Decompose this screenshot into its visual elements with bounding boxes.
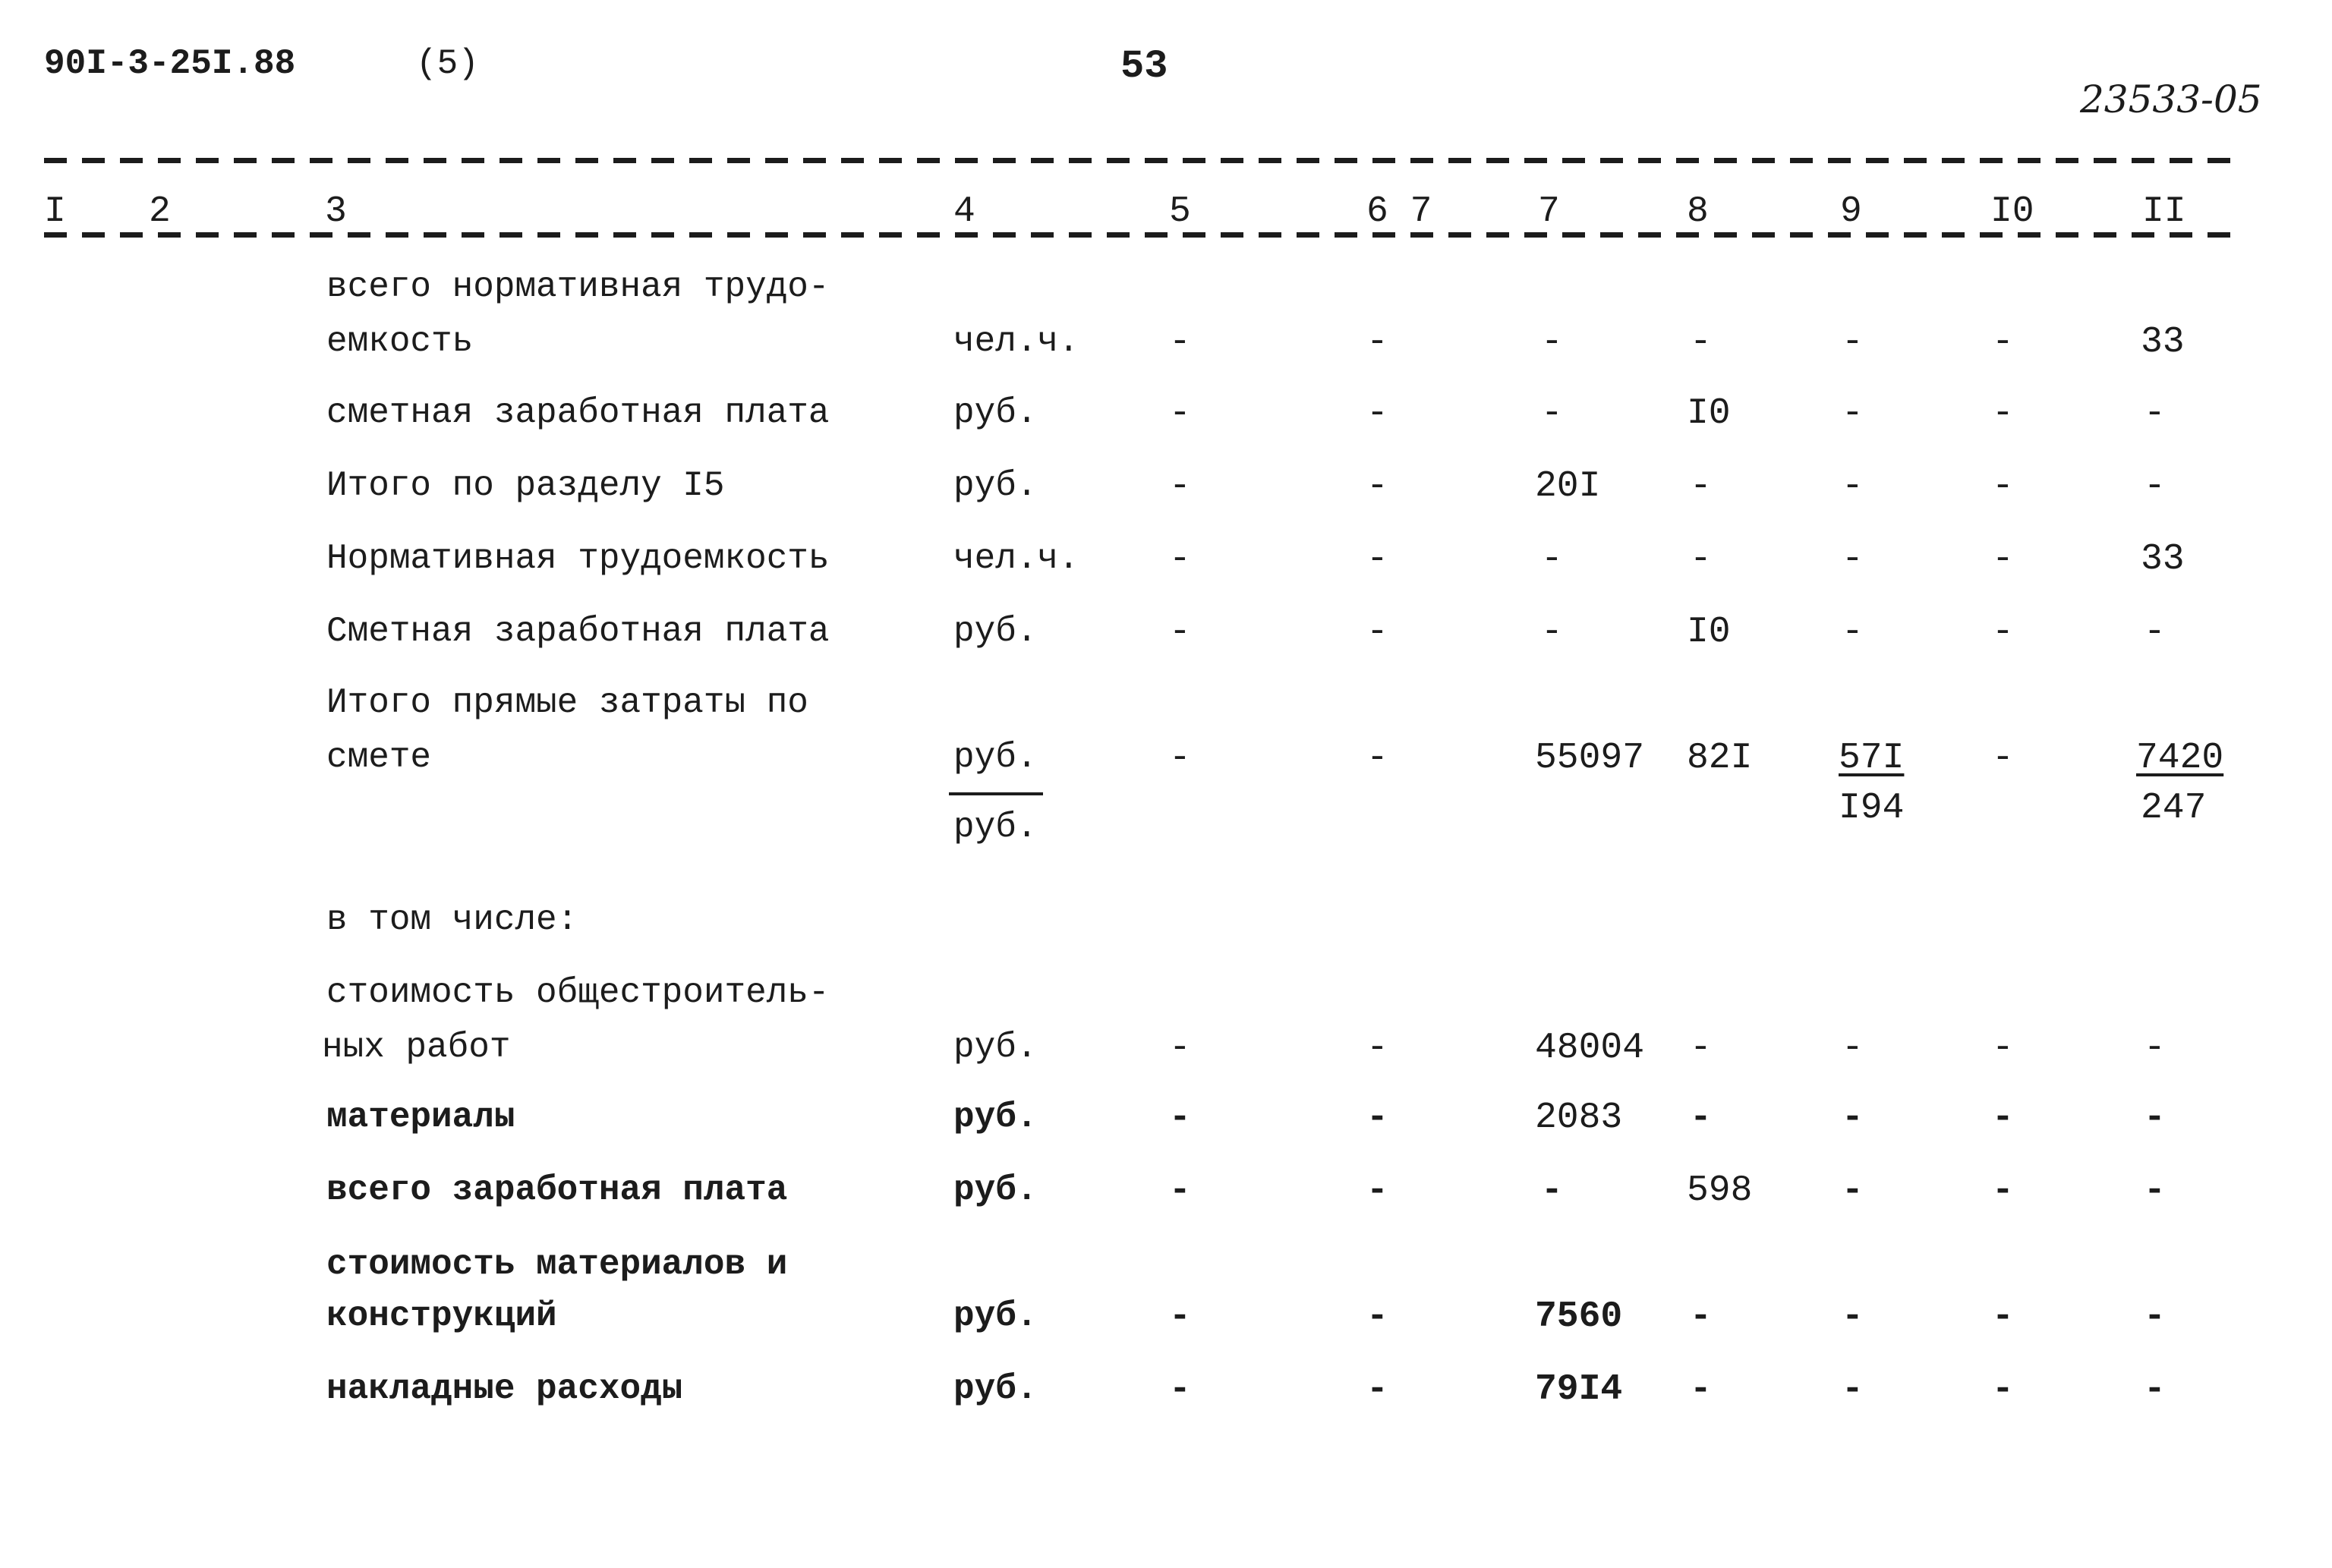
cell-col-11: 33: [2141, 539, 2185, 580]
row-label: Итого прямые затраты по: [326, 683, 808, 723]
cell-col-6-7: -: [1366, 1369, 1388, 1410]
cell-col-9: -: [1842, 1028, 1864, 1069]
cell-col-10: -: [1992, 612, 2014, 653]
row-unit: руб.: [953, 393, 1038, 433]
cell-col-10: -: [1992, 1028, 2014, 1069]
cell-col-7: 7560: [1535, 1296, 1623, 1337]
cell-col-9: -: [1842, 1170, 1864, 1211]
fraction-bar: [949, 792, 1043, 795]
row-unit: руб.: [953, 1170, 1038, 1210]
column-header-4: 4: [953, 191, 975, 232]
cell-col-8: -: [1690, 1296, 1712, 1337]
cell-col-7: 55097: [1535, 738, 1645, 779]
row-unit-secondary: руб.: [953, 808, 1038, 847]
column-header-8: 8: [1687, 191, 1709, 232]
cell-col-10: -: [1992, 1369, 2014, 1410]
cell-col-10: -: [1992, 1170, 2014, 1211]
row-label: накладные расходы: [326, 1369, 683, 1409]
cell-col-5: -: [1169, 1170, 1191, 1211]
cell-col-6-7: -: [1366, 466, 1388, 507]
cell-col-9-numerator: 57I: [1839, 738, 1905, 779]
cell-col-10: -: [1992, 393, 2014, 434]
cell-col-7: -: [1541, 612, 1563, 653]
cell-col-9: -: [1842, 1296, 1864, 1337]
cell-col-11: -: [2144, 1028, 2166, 1069]
cell-col-8: I0: [1687, 393, 1731, 434]
cell-col-7: -: [1541, 393, 1563, 434]
row-label: ных работ: [322, 1028, 511, 1067]
cell-col-9: -: [1842, 466, 1864, 507]
row-label: всего заработная плата: [326, 1170, 788, 1210]
cell-col-11: -: [2144, 466, 2166, 507]
cell-col-6-7: -: [1366, 539, 1388, 580]
cell-col-9-denominator: I94: [1839, 788, 1905, 829]
cell-col-9: -: [1842, 1369, 1864, 1410]
sheet-part: (5): [416, 44, 479, 83]
cell-col-10: -: [1992, 322, 2014, 363]
row-unit: чел.ч.: [953, 322, 1079, 361]
cell-col-11: 33: [2141, 322, 2185, 363]
cell-col-8: -: [1690, 1097, 1712, 1138]
row-unit: руб.: [953, 738, 1038, 777]
cell-col-5: -: [1169, 539, 1191, 580]
row-label: Нормативная трудоемкость: [326, 539, 830, 578]
cell-col-5: -: [1169, 1097, 1191, 1138]
cell-col-6-7: -: [1366, 1296, 1388, 1337]
row-label: материалы: [326, 1097, 515, 1137]
cell-col-5: -: [1169, 1028, 1191, 1069]
cell-col-11: -: [2144, 1097, 2166, 1138]
cell-col-7: 79I4: [1535, 1369, 1623, 1410]
row-label: Сметная заработная плата: [326, 612, 830, 651]
cell-col-5: -: [1169, 738, 1191, 779]
cell-col-6-7: -: [1366, 612, 1388, 653]
cell-col-9: -: [1842, 393, 1864, 434]
row-unit: руб.: [953, 466, 1038, 505]
cell-col-8: -: [1690, 322, 1712, 363]
cell-col-6-7: -: [1366, 322, 1388, 363]
cell-col-9: -: [1842, 539, 1864, 580]
row-unit: руб.: [953, 612, 1038, 651]
cell-col-8: -: [1690, 539, 1712, 580]
cell-col-11-denominator: 247: [2141, 788, 2207, 829]
cell-col-10: -: [1992, 738, 2014, 779]
document-code: 90I-3-25I.88: [44, 44, 296, 83]
cell-col-5: -: [1169, 1369, 1191, 1410]
column-header-3: 3: [325, 191, 347, 232]
cell-col-11: -: [2144, 612, 2166, 653]
row-unit: руб.: [953, 1296, 1038, 1336]
cell-col-11: -: [2144, 1170, 2166, 1211]
cell-col-8: 598: [1687, 1170, 1753, 1211]
column-header-5: 5: [1169, 191, 1191, 232]
cell-col-7: -: [1541, 539, 1563, 580]
cell-col-11: -: [2144, 1369, 2166, 1410]
section-heading: в том числе:: [326, 900, 578, 940]
cell-col-8: -: [1690, 1369, 1712, 1410]
cell-col-8: -: [1690, 466, 1712, 507]
cell-col-7: 20I: [1535, 466, 1601, 507]
cell-col-7: 2083: [1535, 1097, 1623, 1138]
column-header-9: 9: [1840, 191, 1862, 232]
row-unit: чел.ч.: [953, 539, 1079, 578]
row-label: сметная заработная плата: [326, 393, 830, 433]
cell-col-9: -: [1842, 322, 1864, 363]
cell-col-6-7: -: [1366, 1097, 1388, 1138]
cell-col-10: -: [1992, 1296, 2014, 1337]
cell-col-11-numerator: 7420: [2136, 738, 2224, 779]
cell-col-11: -: [2144, 1296, 2166, 1337]
row-label: Итого по разделу I5: [326, 466, 725, 505]
cell-col-7: -: [1541, 1170, 1563, 1211]
row-label: всего нормативная трудо-: [326, 267, 830, 307]
cell-col-8: -: [1690, 1028, 1712, 1069]
cell-col-10: -: [1992, 466, 2014, 507]
row-unit: руб.: [953, 1369, 1038, 1409]
column-header-11: II: [2142, 191, 2186, 232]
row-unit: руб.: [953, 1097, 1038, 1137]
cell-col-5: -: [1169, 1296, 1191, 1337]
cell-col-5: -: [1169, 612, 1191, 653]
row-label: емкость: [326, 322, 474, 361]
page-number: 53: [1120, 44, 1168, 89]
cell-col-7: 48004: [1535, 1028, 1645, 1069]
column-header-1: I: [44, 191, 66, 232]
column-header-6-7: 6 7: [1366, 191, 1432, 232]
header-bottom-rule: [44, 232, 2245, 238]
cell-col-10: -: [1992, 1097, 2014, 1138]
row-label: стоимость материалов и: [326, 1245, 788, 1284]
cell-col-8: I0: [1687, 612, 1731, 653]
cell-col-6-7: -: [1366, 738, 1388, 779]
cell-col-6-7: -: [1366, 393, 1388, 434]
row-label: стоимость общестроитель-: [326, 973, 830, 1012]
cell-col-7: -: [1541, 322, 1563, 363]
archive-number: 23533-05: [2080, 77, 2262, 121]
cell-col-5: -: [1169, 393, 1191, 434]
cell-col-8: 82I: [1687, 738, 1753, 779]
cell-col-6-7: -: [1366, 1170, 1388, 1211]
column-header-10: I0: [1990, 191, 2034, 232]
row-label: смете: [326, 738, 432, 777]
cell-col-9: -: [1842, 612, 1864, 653]
cell-col-9: -: [1842, 1097, 1864, 1138]
column-header-7: 7: [1538, 191, 1560, 232]
row-label: конструкций: [326, 1296, 557, 1336]
cell-col-5: -: [1169, 466, 1191, 507]
cell-col-6-7: -: [1366, 1028, 1388, 1069]
table-top-rule: [44, 158, 2245, 163]
row-unit: руб.: [953, 1028, 1038, 1067]
cell-col-11: -: [2144, 393, 2166, 434]
column-header-2: 2: [149, 191, 171, 232]
cell-col-5: -: [1169, 322, 1191, 363]
cell-col-10: -: [1992, 539, 2014, 580]
